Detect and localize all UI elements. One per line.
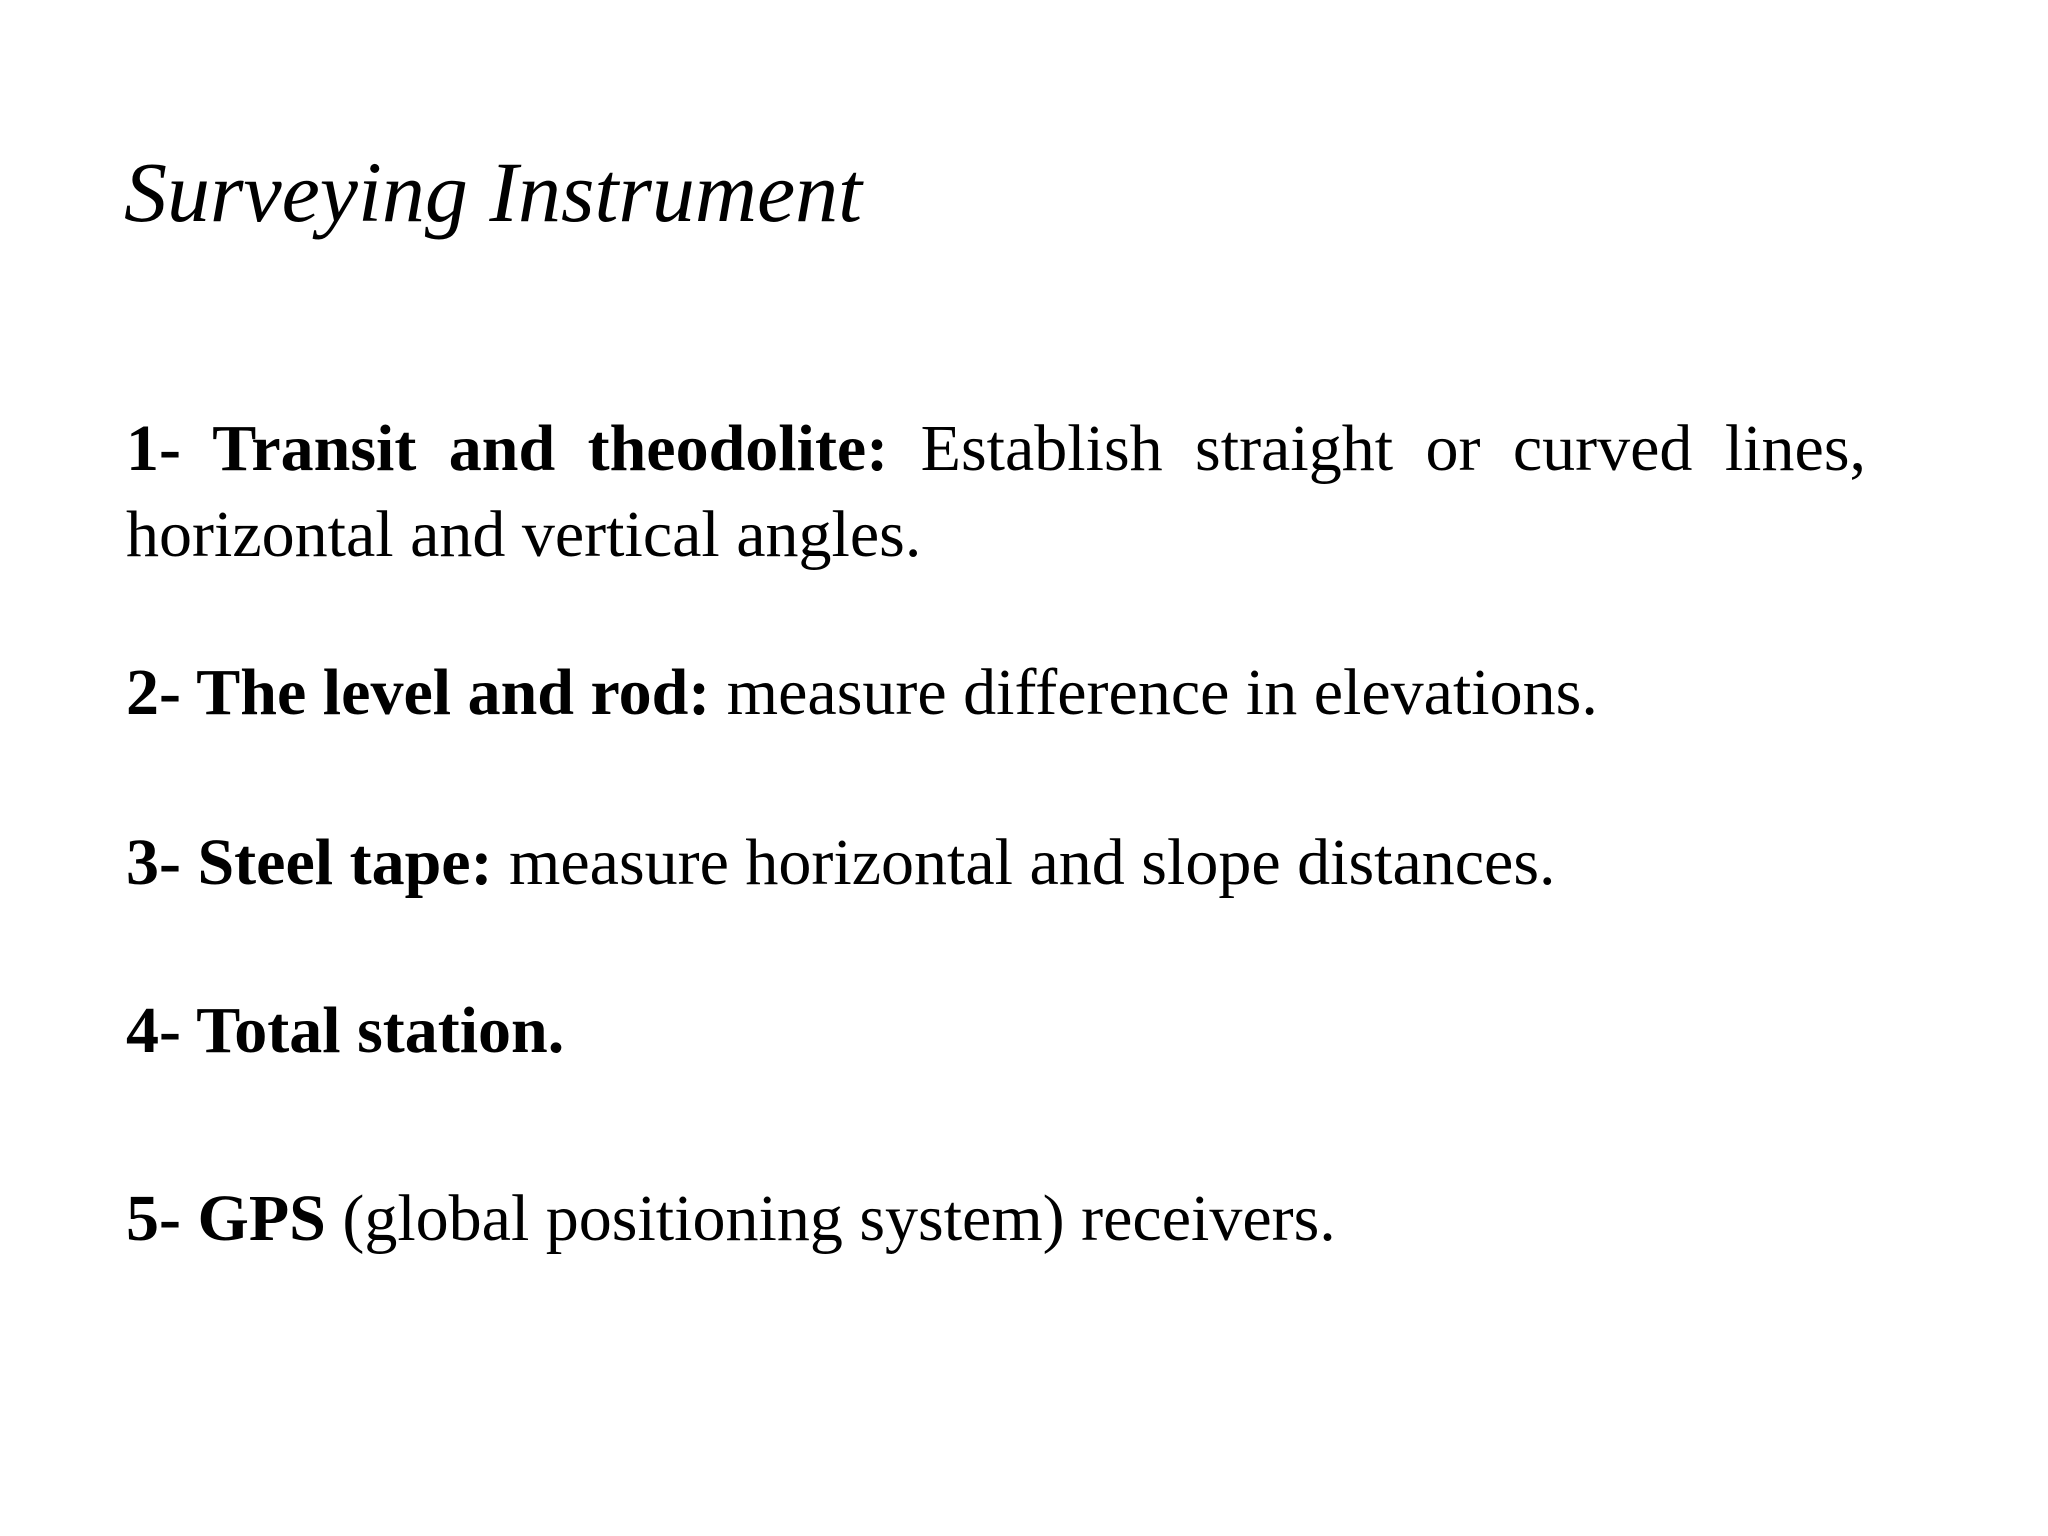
item-label: 2- The level and rod: [126,656,711,729]
item-label: 3- Steel tape: [126,826,493,899]
list-item-steel-tape [126,820,1866,906]
slide-title: Surveying Instrument [124,144,863,240]
item-label: 1- Transit and theodolite: [126,412,889,485]
list-item-level-rod [126,650,1866,736]
list-item-total-station [126,988,1866,1074]
item-description: measure difference in elevations. [710,656,1598,729]
item-label: 5- GPS [126,1182,326,1255]
list-item-gps [126,1176,1866,1262]
item-description: (global positioning system) receivers. [325,1182,1336,1255]
item-label: 4- Total station. [126,994,565,1067]
list-item-transit-theodolite [126,406,1866,578]
item-description: Establish straight or curved lines, horizontal and vertical angles. [126,412,1867,571]
item-description: measure horizontal and slope distances. [492,826,1556,899]
